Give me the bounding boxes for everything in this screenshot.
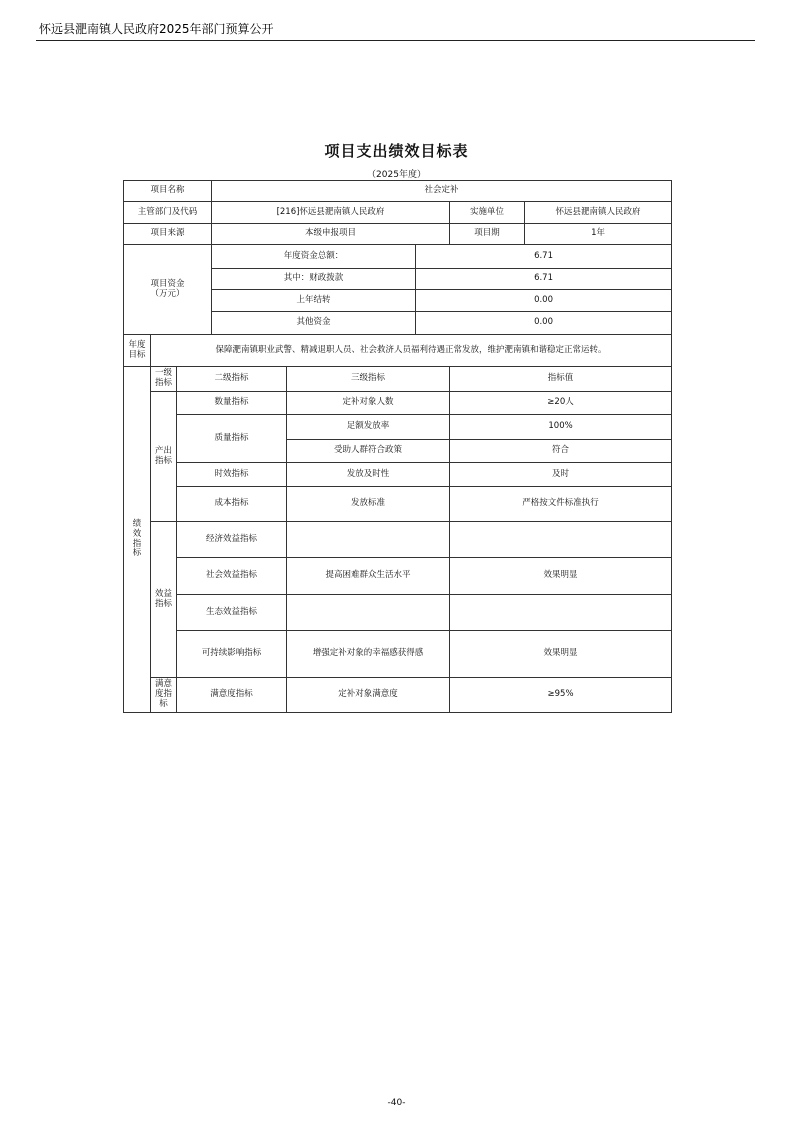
social-benefit-value: 效果明显 (450, 558, 672, 595)
project-name-label: 项目名称 (124, 181, 212, 202)
col-level3-header: 三级指标 (287, 367, 450, 392)
quality-value-b: 符合 (450, 440, 672, 463)
funds-fiscal-value: 6.71 (416, 269, 672, 290)
source-value: 本级申报项目 (212, 224, 450, 245)
funds-carryover-label: 上年结转 (212, 290, 416, 312)
funds-other-label: 其他资金 (212, 312, 416, 335)
funds-total-value: 6.71 (416, 245, 672, 269)
quantity-label: 数量指标 (177, 392, 287, 415)
col-level1-header: 一级 指标 (151, 367, 177, 392)
page-number: -40- (387, 1098, 406, 1108)
social-benefit-l3: 提高困难群众生活水平 (287, 558, 450, 595)
satisfaction-l3: 定补对象满意度 (287, 678, 450, 713)
quality-l3-b: 受助人群符合政策 (287, 440, 450, 463)
sustain-label: 可持续影响指标 (177, 631, 287, 678)
sustain-value: 效果明显 (450, 631, 672, 678)
col-value-header: 指标值 (450, 367, 672, 392)
funds-other-value: 0.00 (416, 312, 672, 335)
sustain-l3: 增强定补对象的幸福感获得感 (287, 631, 450, 678)
quality-label: 质量指标 (177, 415, 287, 463)
satisfaction-l2: 满意度指标 (177, 678, 287, 713)
annual-goal-text: 保障淝南镇职业武警、精减退职人员、社会救济人员福利待遇正常发放，维护淝南镇和谐稳定正常运转。 (151, 335, 672, 367)
quantity-value: ≥20人 (450, 392, 672, 415)
source-label: 项目来源 (124, 224, 212, 245)
timeliness-value: 及时 (450, 463, 672, 487)
header-divider (36, 40, 755, 41)
output-indicators-label: 产出 指标 (151, 392, 177, 522)
dept-value: [216]怀远县淝南镇人民政府 (212, 202, 450, 224)
cost-value: 严格按文件标准执行 (450, 487, 672, 522)
social-benefit-label: 社会效益指标 (177, 558, 287, 595)
impl-unit-label: 实施单位 (450, 202, 525, 224)
document-year: （2025年度） (367, 170, 426, 180)
performance-table (123, 180, 672, 713)
economic-benefit-value (450, 522, 672, 558)
eco-benefit-label: 生态效益指标 (177, 595, 287, 631)
project-name-value: 社会定补 (212, 181, 672, 202)
benefit-indicators-label: 效益 指标 (151, 522, 177, 678)
eco-benefit-value (450, 595, 672, 631)
annual-goal-label: 年度 目标 (124, 335, 151, 367)
timeliness-l3: 发放及时性 (287, 463, 450, 487)
document-title: 项目支出绩效目标表 (324, 142, 469, 160)
quality-value-a: 100% (450, 415, 672, 440)
period-value: 1年 (525, 224, 672, 245)
timeliness-label: 时效指标 (177, 463, 287, 487)
dept-label: 主管部门及代码 (124, 202, 212, 224)
header-title: 怀远县淝南镇人民政府2025年部门预算公开 (39, 22, 274, 36)
funds-total-label: 年度资金总额： (212, 245, 416, 269)
eco-benefit-l3 (287, 595, 450, 631)
funds-label: 项目资金 （万元） (124, 245, 212, 335)
economic-benefit-label: 经济效益指标 (177, 522, 287, 558)
perf-indicators-label: 绩 效 指 标 (124, 367, 151, 713)
impl-unit-value: 怀远县淝南镇人民政府 (525, 202, 672, 224)
col-level2-header: 二级指标 (177, 367, 287, 392)
cost-l3: 发放标准 (287, 487, 450, 522)
satisfaction-value: ≥95% (450, 678, 672, 713)
economic-benefit-l3 (287, 522, 450, 558)
satisfaction-indicators-label: 满意 度指 标 (151, 678, 177, 713)
quantity-l3: 定补对象人数 (287, 392, 450, 415)
cost-label: 成本指标 (177, 487, 287, 522)
funds-carryover-value: 0.00 (416, 290, 672, 312)
period-label: 项目期 (450, 224, 525, 245)
quality-l3-a: 足额发放率 (287, 415, 450, 440)
funds-fiscal-label: 其中：财政拨款 (212, 269, 416, 290)
